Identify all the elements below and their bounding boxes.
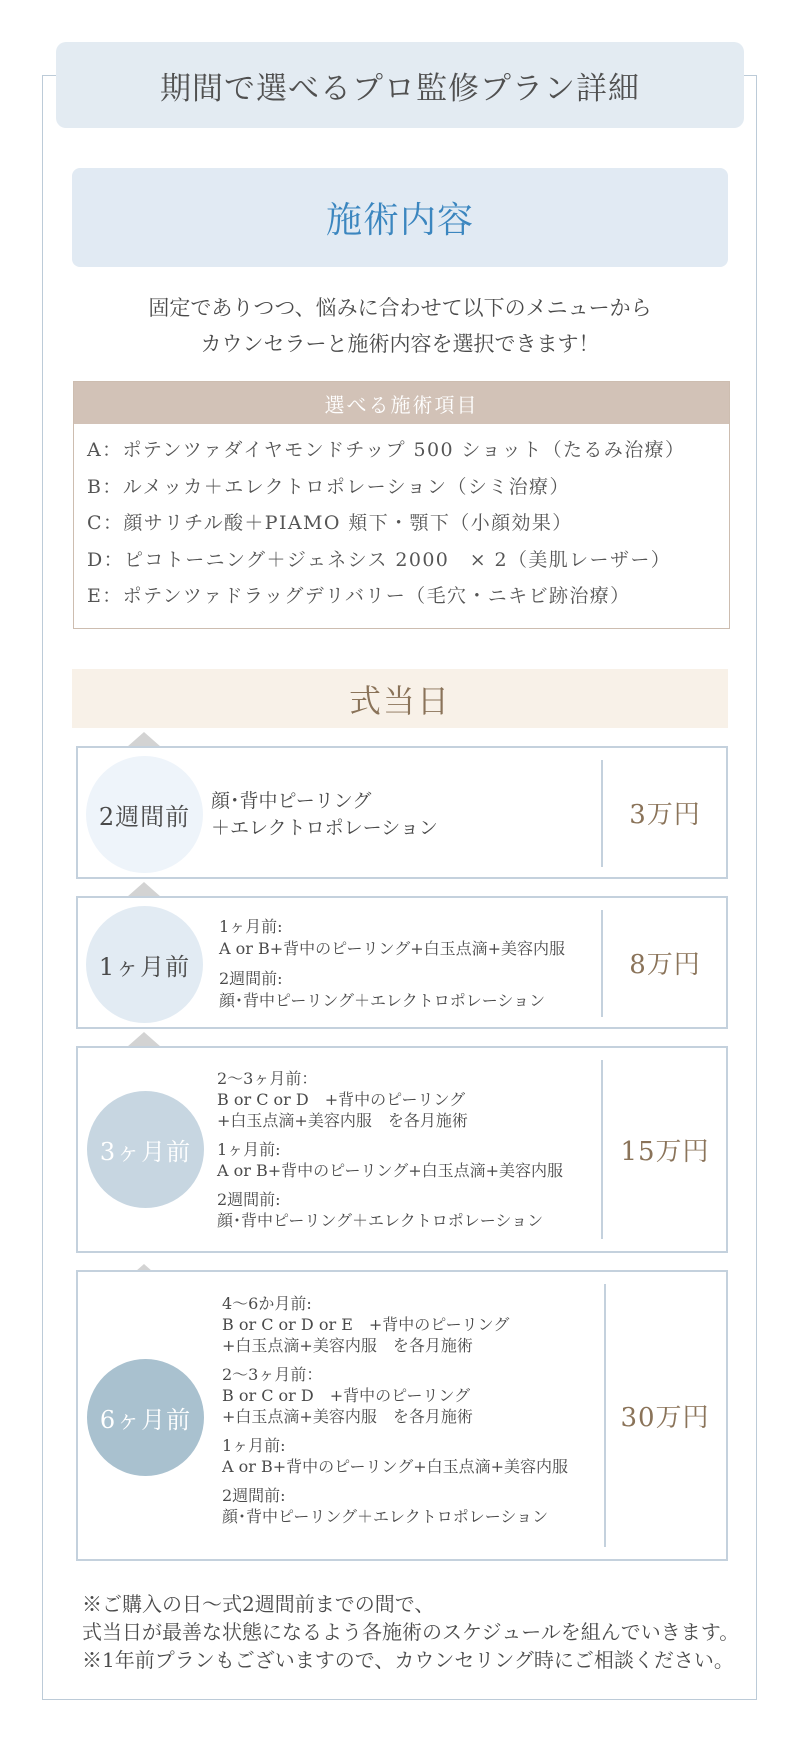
plan-details: [217, 1068, 563, 1231]
plan-price: 3万円: [629, 800, 701, 830]
note-line: ※1年前プランもございますので、カウンセリング時にご相談ください。: [82, 1648, 734, 1672]
menu-box: [73, 381, 730, 629]
plan-label-circle: 2週間前: [86, 756, 203, 873]
note-line: 式当日が最善な状態になるよう各施術のスケジュールを組んでいきます。: [82, 1620, 740, 1644]
plan-detail-line: 顔･背中ピーリング: [211, 790, 372, 812]
plan-details: [219, 916, 565, 1012]
plan-detail-line: 顔･背中ピーリング＋エレクトロポレーション: [222, 1507, 549, 1526]
plan-card-2-weeks: [76, 746, 728, 879]
plan-detail-line: 顔･背中ピーリング＋エレクトロポレーション: [219, 991, 546, 1010]
wedding-day-banner: 式当日: [72, 669, 728, 728]
plan-card-1-month: [76, 896, 728, 1029]
plan-label-circle: 6ヶ月前: [87, 1359, 204, 1476]
plan-detail-line: 2週間前:: [222, 1486, 286, 1505]
plan-card-6-months: [76, 1270, 728, 1561]
plan-detail-line: +白玉点滴+美容内服 を各月施術: [222, 1336, 473, 1355]
menu-item-e: E：ポテンツァドラッグデリバリー（毛穴・ニキビ跡治療）: [87, 585, 631, 607]
plan-detail-line: 2〜3ヶ月前：: [222, 1365, 323, 1384]
plan-detail-line: A or B+背中のピーリング+白玉点滴+美容内服: [217, 1161, 564, 1180]
plan-label-circle: 3ヶ月前: [87, 1091, 204, 1208]
price-divider: [601, 910, 603, 1017]
plan-details: [222, 1293, 568, 1527]
treatment-section-title: 施術内容: [72, 168, 728, 267]
plan-price: 30万円: [620, 1403, 710, 1433]
plan-detail-line: 2週間前:: [217, 1190, 281, 1209]
plan-detail-line: B or C or D +背中のピーリング: [222, 1386, 471, 1405]
plan-detail-line: 2〜3ヶ月前：: [217, 1069, 318, 1088]
menu-item-a: A：ポテンツァダイヤモンドチップ 500 ショット（たるみ治療）: [87, 439, 686, 461]
up-arrow-icon: [127, 882, 161, 897]
plan-detail-line: +白玉点滴+美容内服 を各月施術: [222, 1407, 473, 1426]
plan-detail-line: A or B+背中のピーリング+白玉点滴+美容内服: [219, 939, 566, 958]
plan-detail-line: B or C or D +背中のピーリング: [217, 1090, 466, 1109]
plan-price: 8万円: [629, 950, 701, 980]
menu-item-c: C：顔サリチル酸＋PIAMO 頬下・顎下（小顔効果）: [87, 512, 573, 534]
menu-item-b: B：ルメッカ＋エレクトロポレーション（シミ治療）: [87, 475, 570, 498]
intro-line: 固定でありつつ、悩みに合わせて以下のメニューから: [148, 296, 652, 320]
note-line: ※ご購入の日〜式2週間前までの間で、: [82, 1592, 435, 1616]
page-title: 期間で選べるプロ監修プラン詳細: [56, 42, 744, 128]
plan-details: [211, 788, 438, 842]
price-divider: [601, 760, 603, 867]
plan-detail-line: 1ヶ月前:: [219, 917, 283, 936]
menu-item-d: D：ピコトーニング＋ジェネシス 2000 × 2（美肌レーザー）: [87, 548, 672, 571]
plan-label-circle: 1ヶ月前: [86, 906, 203, 1023]
plan-price: 15万円: [620, 1137, 710, 1167]
plan-detail-line: ＋エレクトロポレーション: [211, 817, 438, 839]
plan-detail-line: A or B+背中のピーリング+白玉点滴+美容内服: [222, 1457, 569, 1476]
plan-card-3-months: [76, 1046, 728, 1253]
plan-detail-line: 4〜6か月前:: [222, 1294, 312, 1313]
intro-text: [72, 290, 728, 362]
plan-detail-line: 2週間前:: [219, 969, 283, 988]
intro-line: カウンセラーと施術内容を選択できます！: [200, 332, 600, 356]
plan-detail-line: B or C or D or E +背中のピーリング: [222, 1315, 510, 1334]
plan-detail-line: 顔･背中ピーリング＋エレクトロポレーション: [217, 1211, 544, 1230]
plan-detail-line: 1ヶ月前:: [222, 1436, 286, 1455]
notes: [82, 1590, 782, 1674]
up-arrow-icon: [127, 1032, 161, 1047]
up-arrow-icon: [127, 732, 161, 747]
plan-detail-line: +白玉点滴+美容内服 を各月施術: [217, 1111, 468, 1130]
price-divider: [601, 1060, 603, 1239]
plan-detail-line: 1ヶ月前:: [217, 1140, 281, 1159]
menu-list: [74, 424, 729, 615]
menu-title: 選べる施術項目: [74, 382, 729, 424]
